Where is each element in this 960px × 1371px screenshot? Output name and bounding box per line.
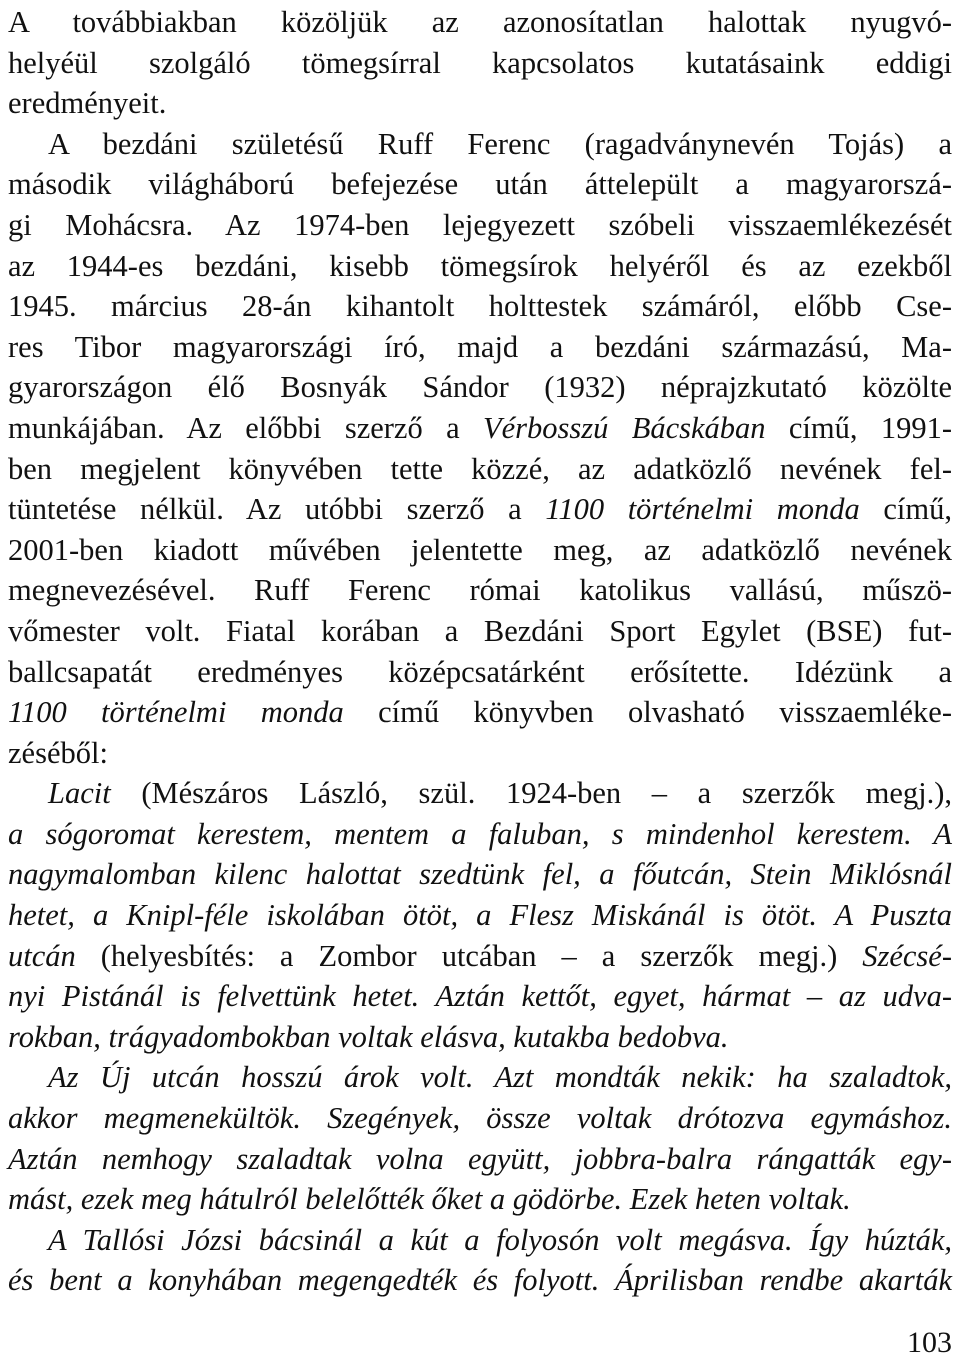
text-line bbox=[8, 611, 952, 652]
text-segment: tüntetése nélkül. Az utóbbi szerző a bbox=[8, 492, 546, 527]
text-segment: gi Mohácsra. Az 1974-ben lejegyezett szóbeli visszaemlékezését bbox=[8, 207, 952, 242]
italic-text: hetet, a Knipl-féle iskolában ötöt, a Flesz Miskánál is ötöt. A Puszta bbox=[8, 898, 952, 933]
italic-text: utcán bbox=[8, 938, 76, 973]
text-line bbox=[8, 570, 952, 611]
text-line bbox=[8, 854, 952, 895]
text-segment: res Tibor magyarországi író, majd a bezdáni származású, Ma- bbox=[8, 329, 952, 364]
text-line bbox=[8, 205, 952, 246]
text-line bbox=[8, 936, 952, 977]
text-line bbox=[8, 1179, 952, 1220]
italic-text: Szécsé- bbox=[862, 938, 952, 973]
text-line bbox=[8, 1220, 952, 1261]
italic-text: akkor megmenekültök. Szegények, össze voltak drótozva egymáshoz. bbox=[8, 1101, 952, 1136]
text-line bbox=[8, 530, 952, 571]
text-line bbox=[8, 1139, 952, 1180]
text-segment: 2001-ben kiadott művében jelentette meg, az adatközlő nevének bbox=[8, 532, 952, 567]
italic-text: Lacit bbox=[48, 776, 111, 811]
text-line bbox=[8, 1260, 952, 1301]
text-line bbox=[8, 449, 952, 490]
italic-text: rokban, trágyadombokban voltak elásva, kutakba bedobva. bbox=[8, 1019, 729, 1054]
document-page bbox=[8, 2, 952, 1301]
text-line bbox=[8, 43, 952, 84]
text-line bbox=[8, 976, 952, 1017]
italic-text: Aztán nemhogy szaladtak volna együtt, jobbra-balra rángatták egy- bbox=[8, 1141, 952, 1176]
text-segment: című, 1991- bbox=[765, 410, 952, 445]
text-line bbox=[8, 733, 952, 774]
text-segment: gyarországon élő Bosnyák Sándor (1932) néprajzkutató közölte bbox=[8, 370, 952, 405]
text-line bbox=[8, 489, 952, 530]
text-segment: (Mészáros László, szül. 1924-ben – a szerzők megj.), bbox=[110, 776, 952, 811]
text-line bbox=[8, 164, 952, 205]
italic-text: 1100 történelmi monda bbox=[8, 695, 344, 730]
text-segment: 1945. március 28-án kihantolt holttestek számáról, előbb Cse- bbox=[8, 289, 952, 324]
italic-text: Az Új utcán hosszú árok volt. Azt mondták nekik: ha szaladtok, bbox=[48, 1060, 952, 1095]
text-segment: ballcsapatát eredményes középcsatárként erősítette. Idézünk a bbox=[8, 654, 952, 689]
text-segment: munkájában. Az előbbi szerző a bbox=[8, 410, 483, 445]
text-line bbox=[8, 814, 952, 855]
text-line bbox=[8, 246, 952, 287]
italic-text: és bent a konyhában megengedték és folyott. Áprilisban rendbe akarták bbox=[8, 1263, 952, 1298]
italic-text: nagymalomban kilenc halottat szedtünk fel, a főutcán, Stein Miklósnál bbox=[8, 857, 952, 892]
text-segment: az 1944-es bezdáni, kisebb tömegsírok helyéről és az ezekből bbox=[8, 248, 952, 283]
text-line bbox=[8, 2, 952, 43]
text-line bbox=[8, 124, 952, 165]
italic-text: A Tallósi Józsi bácsinál a kút a folyosón volt megásva. Így húzták, bbox=[48, 1222, 952, 1257]
text-line bbox=[8, 895, 952, 936]
text-line bbox=[8, 1017, 952, 1058]
italic-text: nyi Pistánál is felvettünk hetet. Aztán kettőt, egyet, hármat – az udva- bbox=[8, 979, 952, 1014]
text-segment: zéséből: bbox=[8, 735, 108, 770]
text-segment: eredményeit. bbox=[8, 86, 167, 121]
text-line bbox=[8, 367, 952, 408]
text-segment: vőmester volt. Fiatal korában a Bezdáni Sport Egylet (BSE) fut- bbox=[8, 613, 952, 648]
text-segment: (helyesbítés: a Zombor utcában – a szerzők megj.) bbox=[75, 938, 863, 973]
text-segment: című, bbox=[859, 492, 952, 527]
page-number: 103 bbox=[907, 1326, 952, 1359]
text-segment: című könyvben olvasható visszaemléke- bbox=[343, 695, 952, 730]
text-line bbox=[8, 652, 952, 693]
text-segment: második világháború befejezése után áttelepült a magyarorszá- bbox=[8, 167, 952, 202]
italic-text: Vérbosszú Bácskában bbox=[482, 410, 766, 445]
text-line bbox=[8, 286, 952, 327]
italic-text: mást, ezek meg hátulról belelőtték őket a gödörbe. Ezek heten voltak. bbox=[8, 1182, 851, 1217]
text-line bbox=[8, 1057, 952, 1098]
text-segment: A továbbiakban közöljük az azonosítatlan halottak nyugvó- bbox=[8, 5, 952, 39]
italic-text: 1100 történelmi monda bbox=[545, 492, 860, 527]
text-line bbox=[8, 408, 952, 449]
italic-text: a sógoromat kerestem, mentem a faluban, s mindenhol kerestem. A bbox=[8, 816, 952, 851]
text-segment: megnevezésével. Ruff Ferenc római katolikus vallású, műszö- bbox=[8, 573, 952, 608]
text-line bbox=[8, 1098, 952, 1139]
text-line bbox=[8, 83, 952, 124]
text-segment: helyéül szolgáló tömegsírral kapcsolatos kutatásaink eddigi bbox=[8, 45, 952, 80]
text-line bbox=[8, 692, 952, 733]
text-line bbox=[8, 327, 952, 368]
text-segment: A bezdáni születésű Ruff Ferenc (ragadványnevén Tojás) a bbox=[48, 126, 952, 161]
text-segment: ben megjelent könyvében tette közzé, az adatközlő nevének fel- bbox=[8, 451, 952, 486]
text-line bbox=[8, 773, 952, 814]
